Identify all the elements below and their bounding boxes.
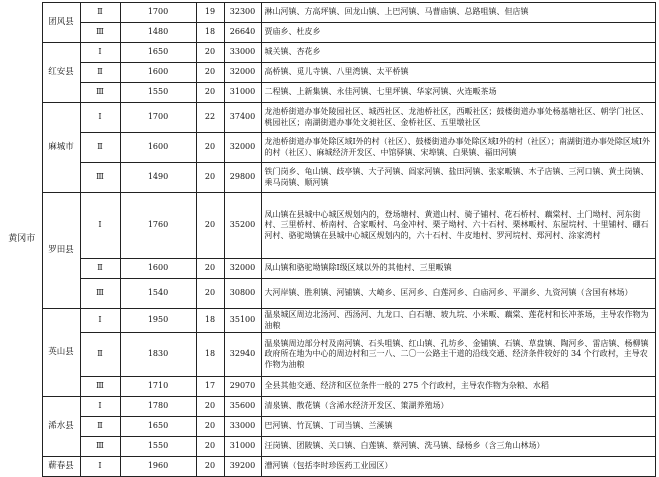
price-cell: 1650 xyxy=(120,43,196,63)
coefficient-cell: 20 xyxy=(196,279,224,309)
area-description-cell: 清泉镇、散花镇（含浠水经济开发区、策湖养殖场） xyxy=(261,397,655,417)
area-description-cell: 城关镇、杏花乡 xyxy=(261,43,655,63)
zone-cell: Ⅱ xyxy=(80,63,120,83)
zone-cell: Ⅰ xyxy=(80,193,120,259)
price-cell: 1960 xyxy=(120,457,196,477)
price-cell: 1480 xyxy=(120,23,196,43)
zone-cell: Ⅲ xyxy=(80,279,120,309)
city-cell: 黄冈市 xyxy=(2,3,42,477)
zone-cell: Ⅲ xyxy=(80,163,120,193)
coefficient-cell: 18 xyxy=(196,23,224,43)
table-row xyxy=(2,377,655,397)
total-cell: 31000 xyxy=(224,437,261,457)
coefficient-cell: 19 xyxy=(196,3,224,23)
total-cell: 33000 xyxy=(224,417,261,437)
table-row xyxy=(2,3,655,23)
coefficient-cell: 20 xyxy=(196,457,224,477)
coefficient-cell: 17 xyxy=(196,377,224,397)
area-description-cell: 汪岗镇、团陂镇、关口镇、白莲镇、蔡河镇、洗马镇、绿杨乡（含三角山林场） xyxy=(261,437,655,457)
land-price-table xyxy=(2,2,656,477)
table-row xyxy=(2,43,655,63)
price-cell: 1600 xyxy=(120,63,196,83)
total-cell: 26640 xyxy=(224,23,261,43)
coefficient-cell: 20 xyxy=(196,83,224,103)
area-description-cell: 温泉城区周边北汤河、西汤河、九龙口、白石塘、坡九垸、小米畈、藕棠、莲花村和长冲茶场，主导农作物为油粮 xyxy=(261,309,655,333)
table-row xyxy=(2,437,655,457)
total-cell: 39200 xyxy=(224,457,261,477)
area-description-cell: 贾庙乡、杜皮乡 xyxy=(261,23,655,43)
table-row xyxy=(2,163,655,193)
coefficient-cell: 18 xyxy=(196,309,224,333)
county-cell: 浠水县 xyxy=(42,397,80,457)
zone-cell: Ⅲ xyxy=(80,83,120,103)
county-cell: 英山县 xyxy=(42,309,80,397)
zone-cell: Ⅲ xyxy=(80,437,120,457)
zone-cell: Ⅰ xyxy=(80,397,120,417)
area-description-cell: 淋山河镇、方高坪镇、回龙山镇、上巴河镇、马曹庙镇、总路咀镇、但店镇 xyxy=(261,3,655,23)
zone-cell: Ⅱ xyxy=(80,259,120,279)
price-cell: 1550 xyxy=(120,437,196,457)
total-cell: 35600 xyxy=(224,397,261,417)
price-cell: 1650 xyxy=(120,417,196,437)
price-cell: 1700 xyxy=(120,3,196,23)
zone-cell: Ⅰ xyxy=(80,103,120,133)
price-cell: 1550 xyxy=(120,83,196,103)
total-cell: 33000 xyxy=(224,43,261,63)
coefficient-cell: 20 xyxy=(196,163,224,193)
price-cell: 1780 xyxy=(120,397,196,417)
zone-cell: Ⅰ xyxy=(80,457,120,477)
area-description-cell: 龙池桥街道办事处除区域Ⅰ外的村（社区）、鼓楼街道办事处除区域Ⅰ外的村（社区）；南湖街道办事处除区域Ⅰ外的村（社区）、麻城经济开发区、中馆驿镇、宋埠镇、白果镇、福田河镇 xyxy=(261,133,655,163)
area-description-cell: 大河岸镇、胜利镇、河铺镇、大崎乡、匡河乡、白莲河乡、白庙河乡、平湖乡、九资河镇（含国有林场） xyxy=(261,279,655,309)
area-description-cell: 凤山镇和骆驼坳镇除Ⅰ级区域以外的其他村、三里畈镇 xyxy=(261,259,655,279)
area-description-cell: 全县其他交通、经济和区位条件一般的 275 个行政村，主导农作物为杂粮、水稻 xyxy=(261,377,655,397)
coefficient-cell: 20 xyxy=(196,43,224,63)
price-cell: 1710 xyxy=(120,377,196,397)
price-cell: 1600 xyxy=(120,133,196,163)
total-cell: 35200 xyxy=(224,193,261,259)
zone-cell: Ⅱ xyxy=(80,133,120,163)
county-cell: 蕲春县 xyxy=(42,457,80,477)
table-body xyxy=(2,3,655,477)
county-cell: 罗田县 xyxy=(42,193,80,309)
zone-cell: Ⅰ xyxy=(80,43,120,63)
table-row xyxy=(2,333,655,377)
price-cell: 1490 xyxy=(120,163,196,193)
table-row xyxy=(2,457,655,477)
total-cell: 37400 xyxy=(224,103,261,133)
total-cell: 31000 xyxy=(224,83,261,103)
zone-cell: Ⅰ xyxy=(80,309,120,333)
total-cell: 30800 xyxy=(224,279,261,309)
price-cell: 1600 xyxy=(120,259,196,279)
coefficient-cell: 20 xyxy=(196,193,224,259)
area-description-cell: 高桥镇、觅儿寺镇、八里湾镇、太平桥镇 xyxy=(261,63,655,83)
total-cell: 32300 xyxy=(224,3,261,23)
table-row xyxy=(2,397,655,417)
table-row xyxy=(2,133,655,163)
total-cell: 35100 xyxy=(224,309,261,333)
area-description-cell: 凤山镇在县城中心城区规划内的，登场塘村、黄道山村、骑子铺村、花石桥村、藕棠村、土门坳村、河东街村、三里桥村、桥南村、合家畈村、乌金冲村、栗子坳村、六十石村、栗林畈村、东屋垸村、十里铺村、硼石河村、骆驼坳镇在县城中心城区规划内的，六十石村、牛皮地村、罗河垸村、郑河村、涂家湾村 xyxy=(261,193,655,259)
coefficient-cell: 20 xyxy=(196,397,224,417)
county-cell: 团风县 xyxy=(42,3,80,43)
area-description-cell: 铁门岗乡、龟山镇、歧亭镇、大子河镇、阎家河镇、盐田河镇、张家畈镇、木子店镇、三河口镇、黄土岗镇、乘马岗镇、顺河镇 xyxy=(261,163,655,193)
zone-cell: Ⅱ xyxy=(80,3,120,23)
area-description-cell: 龙池桥街道办事处陵园社区、城西社区、龙池桥社区，西畈社区；鼓楼街道办事处杨基塘社区、朝学门社区、桃园社区；南湖街道办事处文昶社区、金桥社区、五里墩社区 xyxy=(261,103,655,133)
price-cell: 1540 xyxy=(120,279,196,309)
county-cell: 红安县 xyxy=(42,43,80,103)
county-cell: 麻城市 xyxy=(42,103,80,193)
area-description-cell: 巴河镇、竹瓦镇、丁司当镇、兰溪镇 xyxy=(261,417,655,437)
price-cell: 1950 xyxy=(120,309,196,333)
total-cell: 32000 xyxy=(224,133,261,163)
table-row xyxy=(2,103,655,133)
price-cell: 1700 xyxy=(120,103,196,133)
coefficient-cell: 18 xyxy=(196,333,224,377)
area-description-cell: 温泉镇周边部分村及南河镇、石头咀镇、红山镇、孔坊乡、金铺镇、石镇、草盘镇、陶河乡、雷店镇、杨柳镇政府所在地为中心的周边村和三一八、二〇一公路主干道的沿线交通、经济条件较好的 34 个行政村，主导农作物为油粮 xyxy=(261,333,655,377)
coefficient-cell: 22 xyxy=(196,103,224,133)
coefficient-cell: 20 xyxy=(196,133,224,163)
total-cell: 32000 xyxy=(224,63,261,83)
table-row xyxy=(2,259,655,279)
zone-cell: Ⅱ xyxy=(80,333,120,377)
coefficient-cell: 20 xyxy=(196,63,224,83)
zone-cell: Ⅲ xyxy=(80,377,120,397)
table-row xyxy=(2,83,655,103)
table-row xyxy=(2,63,655,83)
total-cell: 29800 xyxy=(224,163,261,193)
coefficient-cell: 20 xyxy=(196,259,224,279)
table-row xyxy=(2,279,655,309)
area-description-cell: 漕河镇（包括李时珍医药工业园区） xyxy=(261,457,655,477)
area-description-cell: 二程镇、上新集镇、永佳河镇、七里坪镇、华家河镇、火连畈茶场 xyxy=(261,83,655,103)
coefficient-cell: 20 xyxy=(196,417,224,437)
total-cell: 32940 xyxy=(224,333,261,377)
coefficient-cell: 20 xyxy=(196,437,224,457)
price-cell: 1760 xyxy=(120,193,196,259)
table-row xyxy=(2,309,655,333)
zone-cell: Ⅱ xyxy=(80,417,120,437)
total-cell: 32000 xyxy=(224,259,261,279)
total-cell: 29070 xyxy=(224,377,261,397)
zone-cell: Ⅲ xyxy=(80,23,120,43)
table-row xyxy=(2,23,655,43)
price-cell: 1830 xyxy=(120,333,196,377)
table-row xyxy=(2,193,655,259)
table-row xyxy=(2,417,655,437)
